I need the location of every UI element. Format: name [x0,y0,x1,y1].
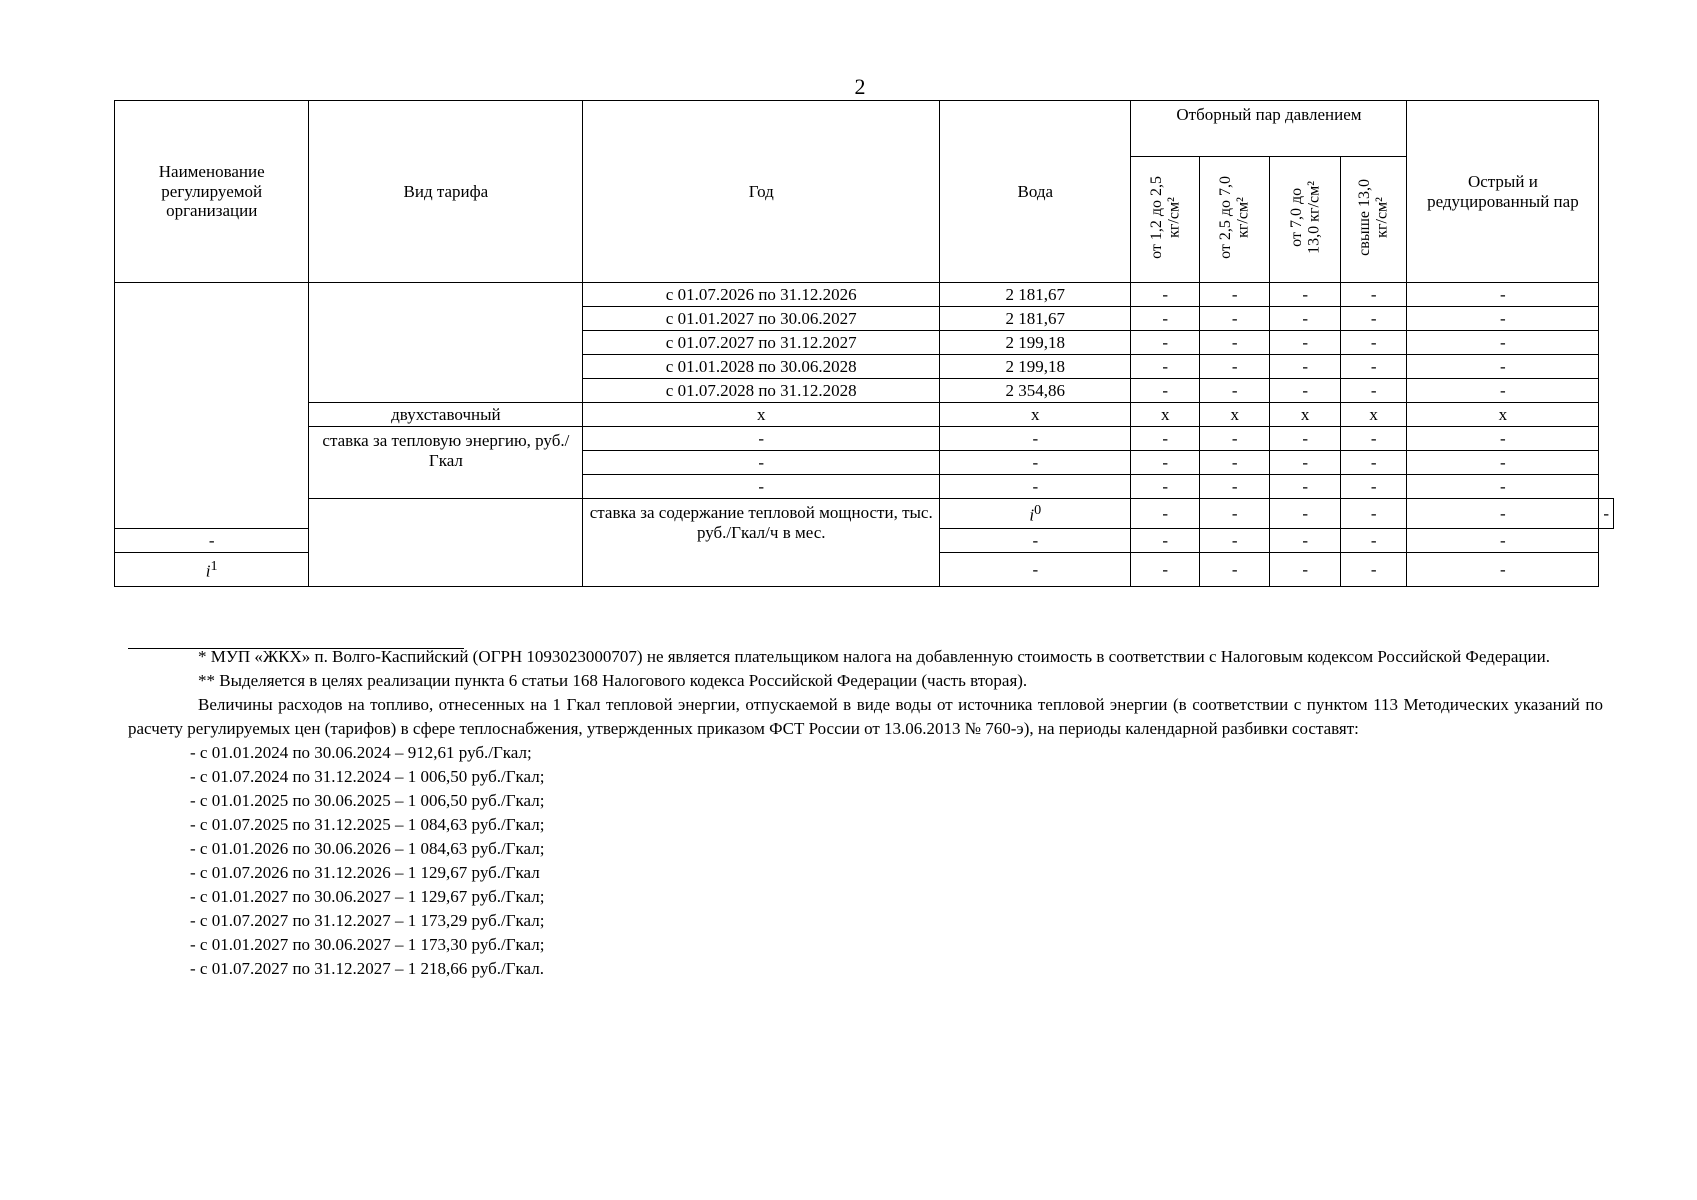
year-cell: - [583,427,940,451]
p3-cell: - [1270,355,1340,379]
header-water: Вода [940,101,1131,283]
p1-cell: - [1131,379,1200,403]
sharp-cell: - [1407,427,1599,451]
tariff-type-cell [309,283,583,403]
header-pressure-4: свыше 13,0 кг/см² [1340,157,1407,283]
p3-cell: - [1270,529,1340,553]
year-cell: - [583,475,940,499]
fuel-cost-periods [128,741,1603,981]
p1-cell: - [1131,355,1200,379]
p3-cell: - [1270,283,1340,307]
footnote-tax: ** Выделяется в целях реализации пункта 6 статьи 168 Налогового кодекса Российской Федерации (часть вторая). [198,671,1028,690]
footnote-vat: * МУП «ЖКХ» п. Волго-Каспийский (ОГРН 1093023000707) не является плательщиком налога на добавленную стоимость в соответствии с Налоговым кодексом Российской Федерации. [198,647,1550,666]
p2-cell: x [1199,403,1269,427]
tariff-table [114,100,1614,587]
p3-cell: - [1270,553,1340,587]
p1-cell: - [1131,427,1200,451]
sharp-cell: - [1407,307,1599,331]
p2-cell: - [1199,331,1269,355]
sharp-cell: - [1407,379,1599,403]
p1-cell: - [1131,307,1200,331]
p4-cell: - [1340,283,1407,307]
sharp-cell: - [1407,529,1599,553]
year-cell: - [583,451,940,475]
water-cell: 2 199,18 [940,355,1131,379]
sharp-cell: - [1407,475,1599,499]
p2-cell: - [1199,283,1269,307]
water-cell: 2 181,67 [940,283,1131,307]
water-cell: 2 199,18 [940,331,1131,355]
period-cell: с 01.07.2026 по 31.12.2026 [583,283,940,307]
sharp-cell: - [1407,283,1599,307]
heat-rate-label: ставка за тепловую энергию, руб./Гкал [309,427,583,499]
p1-cell: - [1131,451,1200,475]
year-cell: $i^0$ [940,499,1131,529]
header-sharp-steam: Острый и редуцированный пар [1407,101,1599,283]
heat-rate-row [115,427,1614,451]
water-cell: 2 181,67 [940,307,1131,331]
p1-cell: - [1131,529,1200,553]
list-item: - с 01.01.2026 по 30.06.2026 – 1 084,63 руб./Гкал; [190,839,545,858]
p2-cell: - [1199,379,1269,403]
p4-cell: - [1340,331,1407,355]
list-item: - с 01.07.2026 по 31.12.2026 – 1 129,67 руб./Гкал [190,863,540,882]
header-steam-group: Отборный пар давлением [1131,101,1407,157]
p3-cell: x [1270,403,1340,427]
p4-cell: - [1340,307,1407,331]
p4-cell: x [1340,403,1407,427]
water-cell: - [940,451,1131,475]
list-item: - с 01.07.2025 по 31.12.2025 – 1 084,63 руб./Гкал; [190,815,545,834]
header-org: Наименование регулируемой организации [115,101,309,283]
year-cell: $i^1$ [115,553,309,587]
period-cell: с 01.01.2027 по 30.06.2027 [583,307,940,331]
p1-cell: - [1131,331,1200,355]
p4-cell: - [1340,355,1407,379]
list-item: - с 01.07.2024 по 31.12.2024 – 1 006,50 руб./Гкал; [190,767,545,786]
p2-cell: - [1199,529,1269,553]
p3-cell: - [1270,379,1340,403]
p3-cell: - [1270,307,1340,331]
footnotes [128,645,1603,981]
capacity-rate-label: ставка за содержание тепловой мощности, тыс. руб./Гкал/ч в мес. [583,499,940,587]
list-item: - с 01.01.2024 по 30.06.2024 – 912,61 руб./Гкал; [190,743,532,762]
header-pressure-1: от 1,2 до 2,5 кг/см² [1131,157,1200,283]
p4-cell: - [1340,379,1407,403]
header-pressure-3: от 7,0 до 13,0 кг/см² [1270,157,1340,283]
org-cell [115,283,309,529]
p2-cell: - [1199,553,1269,587]
sharp-cell: - [1407,355,1599,379]
p2-cell: - [1199,355,1269,379]
water-cell: x [940,403,1131,427]
water-cell: - [940,475,1131,499]
year-cell: x [583,403,940,427]
p4-cell: - [1407,499,1599,529]
footnote-fuel-costs: Величины расходов на топливо, отнесенных на 1 Гкал тепловой энергии, отпускаемой в виде воды от источника тепловой энергии (в соответствии с пунктом 113 Методических указаний по расчету регулируемых цен (тарифов) в сфере теплоснабжения, утвержденных приказом ФСТ России от 13.06.2013 № 760-э), на периоды календарной разбивки составят: [128,695,1603,738]
sharp-cell: x [1407,403,1599,427]
page-number: 2 [854,74,866,99]
capacity-rate-row [115,499,1614,529]
p4-cell: - [1340,451,1407,475]
p3-cell: - [1270,427,1340,451]
p3-cell: - [1270,475,1340,499]
period-cell: с 01.01.2028 по 30.06.2028 [583,355,940,379]
two-rate-label: двухставочный [309,403,583,427]
sharp-cell: - [1407,331,1599,355]
org-cell-lower [309,499,583,587]
sharp-cell: - [1599,499,1614,529]
header-year: Год [583,101,940,283]
period-cell: с 01.07.2028 по 31.12.2028 [583,379,940,403]
header-tariff-type: Вид тарифа [309,101,583,283]
p2-cell: - [1199,451,1269,475]
p4-cell: - [1340,427,1407,451]
p4-cell: - [1340,475,1407,499]
p1-cell: x [1131,403,1200,427]
water-cell: - [940,529,1131,553]
p2-cell: - [1199,475,1269,499]
water-cell: - [940,427,1131,451]
header-pressure-2: от 2,5 до 7,0 кг/см² [1199,157,1269,283]
list-item: - с 01.07.2027 по 31.12.2027 – 1 218,66 руб./Гкал. [190,959,544,978]
year-cell: - [115,529,309,553]
table-row [115,283,1614,307]
p3-cell: - [1270,451,1340,475]
list-item: - с 01.01.2027 по 30.06.2027 – 1 173,30 руб./Гкал; [190,935,545,954]
header-row-1 [115,101,1614,157]
p1-cell: - [1199,499,1269,529]
p1-cell: - [1131,553,1200,587]
p2-cell: - [1199,427,1269,451]
period-cell: с 01.07.2027 по 31.12.2027 [583,331,940,355]
p2-cell: - [1199,307,1269,331]
p3-cell: - [1340,499,1407,529]
list-item: - с 01.01.2027 по 30.06.2027 – 1 129,67 руб./Гкал; [190,887,545,906]
p1-cell: - [1131,283,1200,307]
water-cell: 2 354,86 [940,379,1131,403]
list-item: - с 01.01.2025 по 30.06.2025 – 1 006,50 руб./Гкал; [190,791,545,810]
sharp-cell: - [1407,553,1599,587]
p3-cell: - [1270,331,1340,355]
p1-cell: - [1131,475,1200,499]
p4-cell: - [1340,529,1407,553]
sharp-cell: - [1407,451,1599,475]
water-cell: - [1131,499,1200,529]
water-cell: - [940,553,1131,587]
two-rate-row [115,403,1614,427]
p4-cell: - [1340,553,1407,587]
p2-cell: - [1270,499,1340,529]
list-item: - с 01.07.2027 по 31.12.2027 – 1 173,29 руб./Гкал; [190,911,545,930]
